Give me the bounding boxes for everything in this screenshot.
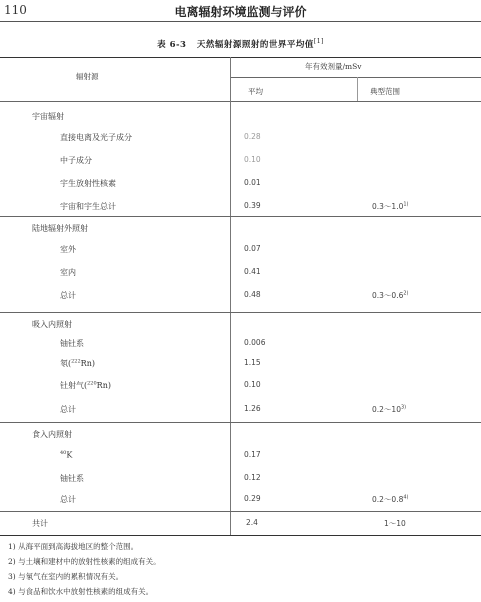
header-sub-rule bbox=[230, 77, 481, 78]
row-average: 0.01 bbox=[244, 178, 261, 187]
header-range: 典型范围 bbox=[370, 87, 400, 96]
row-average: 1.26 bbox=[244, 404, 261, 413]
group-title: 吸入内照射 bbox=[32, 320, 72, 329]
caption-text: 天然辐射源照射的世界平均值 bbox=[196, 40, 314, 50]
footnote: 1) 从海平面到高海拔地区的整个范围。 bbox=[8, 542, 139, 551]
row-label: 钍射气($^{220}$Rn) bbox=[60, 380, 111, 390]
row-average: 0.006 bbox=[244, 338, 266, 347]
row-average: 0.41 bbox=[244, 267, 261, 276]
group-divider bbox=[0, 216, 481, 217]
header-bottom-rule bbox=[0, 101, 481, 102]
row-average: 0.29 bbox=[244, 494, 261, 503]
row-label: 室内 bbox=[60, 268, 76, 277]
group-title: 陆地辐射外照射 bbox=[32, 224, 88, 233]
row-range: 0.2～10$^{3)}$ bbox=[372, 404, 407, 414]
row-average: 1.15 bbox=[244, 358, 261, 367]
caption-label: 表 6-3 bbox=[157, 40, 187, 50]
total-top-rule bbox=[0, 511, 481, 512]
row-label: 室外 bbox=[60, 245, 76, 254]
total-label: 共计 bbox=[32, 519, 48, 528]
row-label: 总计 bbox=[60, 291, 76, 300]
table-top-rule bbox=[0, 57, 481, 58]
total-range: 1～10 bbox=[384, 519, 406, 528]
group-title: 食入内照射 bbox=[32, 430, 72, 439]
row-average: 0.17 bbox=[244, 450, 261, 459]
footnote: 4) 与食品和饮水中放射性核素的组成有关。 bbox=[8, 587, 154, 596]
footnote: 3) 与氡气在室内的累积情况有关。 bbox=[8, 572, 124, 581]
group-divider bbox=[0, 422, 481, 423]
row-average: 0.10 bbox=[244, 155, 261, 164]
group-title: 宇宙辐射 bbox=[32, 112, 64, 121]
row-range: 0.2～0.8$^{4)}$ bbox=[372, 494, 409, 504]
row-label: 宇生放射性核素 bbox=[60, 179, 116, 188]
row-label: 中子成分 bbox=[60, 156, 92, 165]
row-label: 氡($^{222}$Rn) bbox=[60, 358, 95, 368]
row-average: 0.12 bbox=[244, 473, 261, 482]
row-average: 0.28 bbox=[244, 132, 261, 141]
running-title: 电离辐射环境监测与评价 bbox=[174, 5, 307, 19]
footnote: 2) 与土壤和建材中的放射性核素的组成有关。 bbox=[8, 557, 161, 566]
caption-reference: [1] bbox=[313, 38, 324, 46]
row-average: 0.10 bbox=[244, 380, 261, 389]
row-average: 0.39 bbox=[244, 201, 261, 210]
row-label: 铀钍系 bbox=[60, 339, 84, 348]
row-label: 总计 bbox=[60, 495, 76, 504]
header-source: 辐射源 bbox=[76, 72, 99, 81]
header-average: 平均 bbox=[248, 87, 263, 96]
group-divider bbox=[0, 312, 481, 313]
table-caption bbox=[0, 38, 481, 50]
table-bottom-rule bbox=[0, 535, 481, 536]
row-label: 总计 bbox=[60, 405, 76, 414]
column-divider bbox=[230, 57, 231, 535]
row-label: $^{40}$K bbox=[60, 450, 73, 460]
page-number: 110 bbox=[4, 3, 27, 17]
row-label: 铀钍系 bbox=[60, 474, 84, 483]
row-label: 直接电离及光子成分 bbox=[60, 133, 132, 142]
row-label: 宇宙和宇生总计 bbox=[60, 202, 116, 211]
total-average: 2.4 bbox=[246, 518, 258, 527]
header-dose-group: 年有效剂量/mSv bbox=[305, 62, 362, 71]
row-average: 0.48 bbox=[244, 290, 261, 299]
row-range: 0.3～1.0$^{1)}$ bbox=[372, 201, 409, 211]
row-range: 0.3～0.6$^{2)}$ bbox=[372, 290, 409, 300]
header-subcolumn-divider bbox=[357, 77, 358, 101]
row-average: 0.07 bbox=[244, 244, 261, 253]
header-rule bbox=[0, 21, 481, 22]
